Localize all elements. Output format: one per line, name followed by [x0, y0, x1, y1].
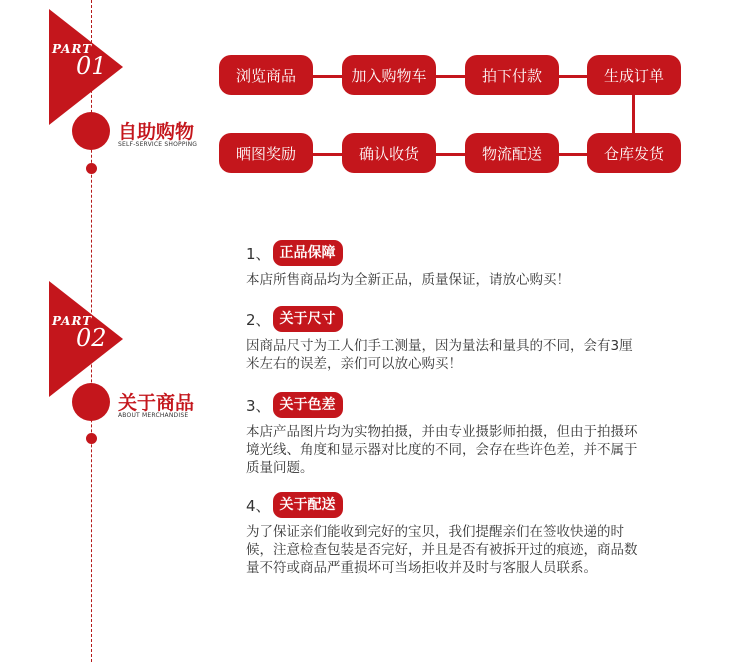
section-02-circle [72, 383, 110, 421]
info-item-text: 本店所售商品均为全新正品，质量保证，请放心购买！ [246, 272, 570, 288]
flow-step-ship: 仓库发货 [587, 133, 681, 173]
info-item-text: 因商品尺寸为工人们手工测量，因为量法和量具的不同，会有3厘米左右的误差，亲们可以放心购买！ [246, 338, 633, 372]
info-item-header [246, 239, 646, 267]
part-01-number: 01 [76, 52, 107, 80]
info-item [246, 239, 646, 289]
section-01-dot [86, 163, 97, 174]
info-item-number: 3、 [246, 396, 271, 415]
flow-step-review-reward: 晒图奖励 [219, 133, 313, 173]
section-02-title: 关于商品 [118, 392, 195, 414]
info-item [246, 305, 646, 373]
info-item-header [246, 391, 646, 419]
info-item-number: 4、 [246, 496, 271, 515]
info-item-text: 为了保证亲们能收到完好的宝贝，我们提醒亲们在签收快递的时候，注意检查包装是否完好，并且是否有被拆开过的痕迹，商品数量不符或商品严重损坏可当场拒收并及时与客服人员联系。 [246, 524, 638, 576]
shopping-flow [219, 54, 685, 180]
flow-step-browse: 浏览商品 [219, 55, 313, 95]
part-02-word: PART [52, 314, 93, 328]
info-item-title: 关于配送 [273, 492, 343, 518]
section-01-subtitle: SELF-SERVICE SHOPPING [118, 141, 198, 148]
flow-step-add-to-cart: 加入购物车 [342, 55, 436, 95]
info-item-text: 本店产品图片均为实物拍摄，并由专业摄影师拍摄，但由于拍摄环境光线、角度和显示器对比度的不同，会存在些许色差，并不属于质量问题。 [246, 424, 638, 476]
part-01-label [52, 42, 107, 80]
info-item-header [246, 491, 646, 519]
part-02-label [52, 314, 107, 352]
flow-step-pay: 拍下付款 [465, 55, 559, 95]
info-item [246, 491, 646, 577]
info-item-title: 关于色差 [273, 392, 343, 418]
part-01-word: PART [52, 42, 93, 56]
section-01-circle [72, 112, 110, 150]
part-02-number: 02 [76, 324, 107, 352]
info-item-number: 2、 [246, 310, 271, 329]
info-item-title: 正品保障 [273, 240, 343, 266]
info-item-number: 1、 [246, 244, 271, 263]
section-02-dot [86, 433, 97, 444]
section-02-subtitle: ABOUT MERCHANDISE [118, 412, 189, 419]
info-item-title: 关于尺寸 [273, 306, 343, 332]
info-item-header [246, 305, 646, 333]
info-item [246, 391, 646, 477]
flow-step-order: 生成订单 [587, 55, 681, 95]
flow-step-confirm: 确认收货 [342, 133, 436, 173]
section-01-title: 自助购物 [118, 121, 195, 143]
flow-step-logistics: 物流配送 [465, 133, 559, 173]
